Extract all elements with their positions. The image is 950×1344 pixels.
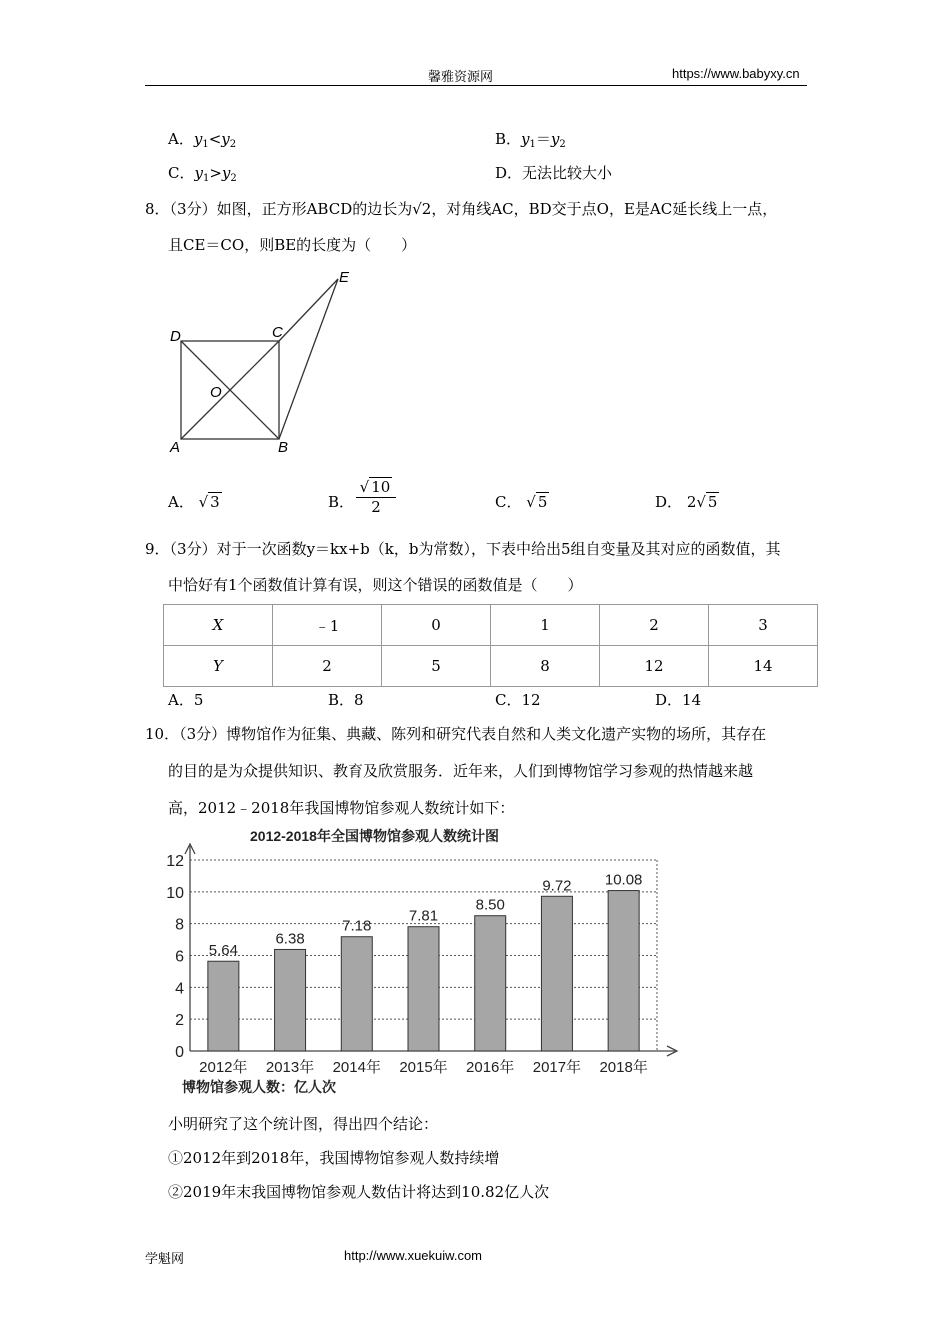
q8-stem-line2: 且CE＝CO，则BE的长度为（ ）: [168, 236, 417, 254]
label-d: D: [170, 328, 181, 345]
q9-stem-line1: 9．（3分）对于一次函数y＝kx+b（k，b为常数），下表中给出5组自变量及其对应的函数值，其: [145, 540, 781, 558]
table-cell-header: X: [164, 605, 273, 646]
table-cell: 5: [382, 646, 491, 687]
chart-y-tick-label: 2: [175, 1012, 184, 1030]
q9-value-table: [163, 604, 818, 687]
q8-option-b-fraction: √ 10 2: [356, 478, 396, 516]
table-cell: 3: [709, 605, 818, 646]
chart-y-tick-label: 4: [175, 980, 184, 998]
q8-square-figure: [165, 265, 365, 460]
table-row: [164, 605, 818, 646]
chart-x-tick-label: 2012年: [199, 1059, 248, 1076]
table-row: [164, 646, 818, 687]
museum-visitors-bar-chart: [160, 820, 690, 1100]
table-cell-header: Y: [164, 646, 273, 687]
q7-option-c: C．$y_1>y_2$: [168, 164, 237, 184]
chart-data-label: 9.72: [542, 877, 572, 895]
label-o: O: [210, 384, 222, 401]
q8-stem-line1: 8．（3分）如图，正方形ABCD的边长为√2，对角线AC，BD交于点O，E是AC延长线上一点，: [145, 200, 778, 218]
chart-x-tick-label: 2013年: [265, 1059, 315, 1076]
table-cell: 2: [273, 646, 382, 687]
table-cell: ﹣1: [273, 605, 382, 646]
chart-bar: [608, 891, 639, 1051]
segment-ce: [279, 279, 338, 341]
table-cell: 12: [600, 646, 709, 687]
label-b: B: [278, 439, 289, 456]
chart-y-tick-label: 12: [166, 853, 184, 870]
table-cell: 14: [709, 646, 818, 687]
q8-option-a: A． √ 3: [168, 493, 220, 511]
chart-data-label: 7.81: [408, 907, 439, 925]
label-c: C: [272, 324, 283, 341]
chart-y-tick-label: 6: [175, 948, 184, 966]
q10-conclusion-1: ①2012年到2018年，我国博物馆参观人数持续增: [168, 1149, 500, 1167]
table-cell: 8: [491, 646, 600, 687]
q7-option-d: D．无法比较大小: [495, 164, 613, 182]
q10-stem-line3: 高，2012﹣2018年我国博物馆参观人数统计如下：: [168, 799, 515, 817]
table-cell: 1: [491, 605, 600, 646]
chart-title: 2012-2018年全国博物馆参观人数统计图: [250, 828, 499, 844]
q10-stem-line2: 的目的是为众提供知识、教育及欣赏服务．近年来，人们到博物馆学习参观的热情越来越: [168, 762, 754, 780]
label-a: A: [170, 439, 181, 456]
table-cell: 0: [382, 605, 491, 646]
q8-option-b: B．: [328, 493, 355, 511]
q9-option-d: D．14: [655, 691, 702, 709]
chart-bar: [341, 937, 372, 1051]
header-url[interactable]: https://www.babyxy.cn: [672, 66, 800, 81]
chart-x-tick-label: 2016年: [466, 1059, 515, 1076]
q9-option-b: B．8: [328, 691, 364, 709]
chart-y-axis-label: 博物馆参观人数：亿人次: [182, 1079, 336, 1095]
chart-data-label: 10.08: [604, 871, 643, 889]
q8-option-d: D． 2√ 5: [655, 493, 718, 511]
chart-y-tick-label: 0: [175, 1044, 184, 1061]
chart-x-tick-label: 2018年: [599, 1059, 648, 1076]
chart-data-label: 8.50: [475, 896, 505, 914]
q10-conclusion-2: ②2019年末我国博物馆参观人数估计将达到10.82亿人次: [168, 1183, 550, 1201]
chart-y-tick-label: 8: [175, 916, 184, 934]
q8-option-c: C． √ 5: [495, 493, 548, 511]
chart-x-tick-label: 2017年: [532, 1059, 582, 1076]
label-e: E: [339, 269, 350, 286]
q10-after-chart: 小明研究了这个统计图，得出四个结论：: [168, 1115, 439, 1133]
footer-url[interactable]: http://www.xuekuiw.com: [344, 1248, 482, 1263]
chart-bar: [408, 927, 439, 1051]
header-divider: [145, 85, 807, 86]
chart-data-label: 6.38: [275, 930, 305, 948]
chart-data-label: 5.64: [208, 942, 238, 960]
chart-bar: [208, 961, 239, 1051]
chart-data-label: 7.18: [342, 917, 372, 935]
table-cell: 2: [600, 605, 709, 646]
chart-bar: [541, 896, 572, 1051]
header-site: 馨雅资源网: [428, 70, 494, 85]
chart-x-tick-label: 2015年: [399, 1059, 448, 1076]
q9-stem-line2: 中恰好有1个函数值计算有误，则这个错误的函数值是（ ）: [168, 576, 583, 594]
q9-option-c: C．12: [495, 691, 541, 709]
q10-stem-line1: 10．（3分）博物馆作为征集、典藏、陈列和研究代表自然和人类文化遗产实物的场所，其存在: [145, 725, 767, 743]
chart-bar: [475, 916, 506, 1051]
chart-bar: [275, 949, 306, 1051]
chart-y-tick-label: 10: [166, 884, 184, 902]
chart-x-tick-label: 2014年: [332, 1059, 381, 1076]
q7-option-a: A．$y_1<y_2$: [168, 130, 237, 150]
q7-option-b: B．$y_1=y_2$: [495, 130, 566, 150]
segment-be: [279, 279, 338, 439]
footer-site: 学魁网: [145, 1252, 185, 1267]
q9-option-a: A．5: [168, 691, 204, 709]
